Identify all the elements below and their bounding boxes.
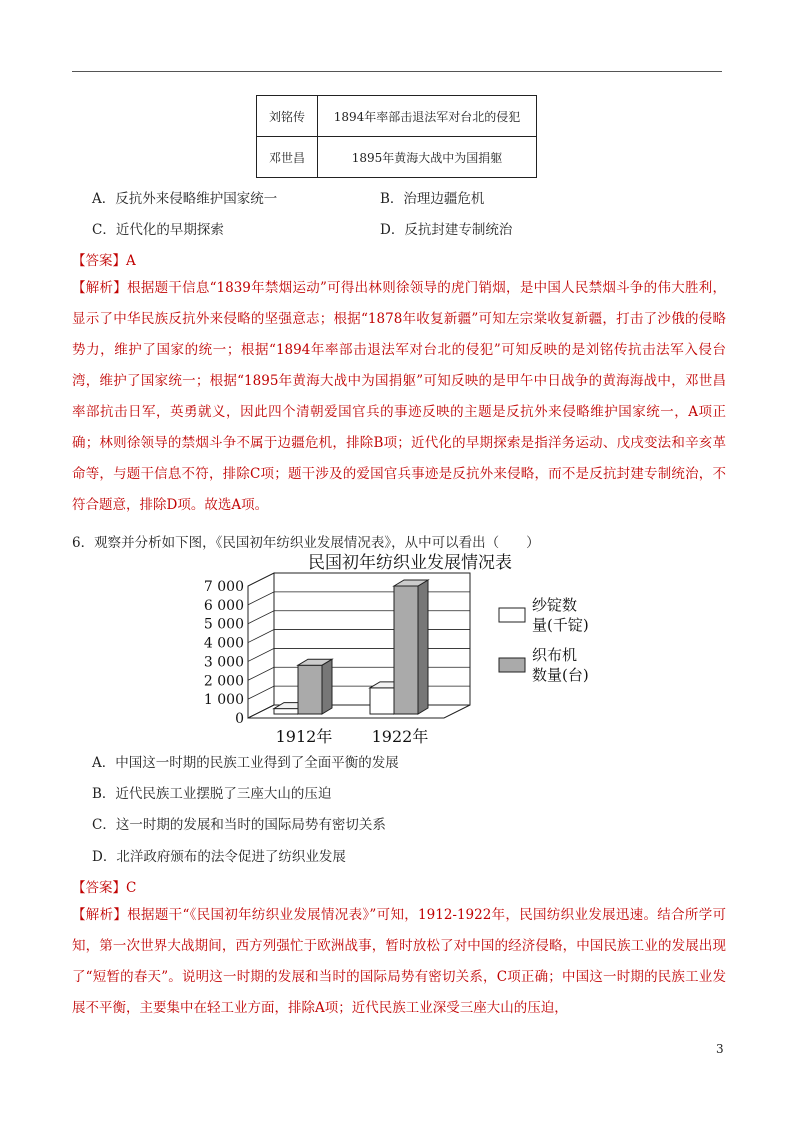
table-cell-name: 刘铭传 <box>257 96 318 137</box>
q6-option-b: B．近代民族工业摆脱了三座大山的压迫 <box>92 786 332 802</box>
chart-y-tick-label: 6 000 <box>203 597 244 614</box>
chart-bar-front <box>370 688 394 714</box>
chart-legend-label: 纱锭数 <box>532 596 578 614</box>
chart-y-tick-label: 4 000 <box>203 635 244 652</box>
answer-value: A <box>126 253 136 269</box>
chart-bar-front <box>298 665 322 714</box>
chart-y-tick-label: 1 000 <box>203 692 244 709</box>
chart-legend-swatch <box>499 658 525 672</box>
analysis-text: 根据题干信息“1839年禁烟运动”可得出林则徐领导的虎门销烟，是中国人民禁烟斗争的伟大胜利，显示了中华民族反抗外来侵略的坚强意志；根据“1878年收复新疆”可知左宗棠收复新疆，打击了沙俄的侵略势力，维护了国家的统一；根据“1894年率部击退法军对台北的侵犯”可知反映的是刘铭传抗击法军入侵台湾，维护了国家统一；根据“1895年黄海大战中为国捐躯”可知反映的是甲午中日战争的黄海海战中，邓世昌率部抗击日军，英勇就义，因此四个清朝爱国官兵的事迹反映的主题是反抗外来侵略维护国家统一，A项正确；林则徐领导的禁烟斗争不属于边疆危机，排除B项；近代化的早期探索是指洋务运动、戊戌变法和辛亥革命等，与题干信息不符，排除C项；题干涉及的爱国官兵事迹是反抗外来侵略，而不是反抗封建专制统治，不符合题意，排除D项。故选A项。 <box>72 280 726 513</box>
analysis-text: 根据题干“《民国初年纺织业发展情况表》”可知，1912-1922年，民国纺织业发展迅速。结合所学可知，第一次世界大战期间，西方列强忙于欧洲战事，暂时放松了对中国的经济侵略，中国民族工业的发展出现了“短暂的春天”。说明这一时期的发展和当时的国际局势有密切关系，C项正确；中国这一时期的民族工业发展不平衡，主要集中在轻工业方面，排除A项；近代民族工业深受三座大山的压迫， <box>72 907 727 1016</box>
table-row <box>257 137 537 178</box>
q5-table <box>256 95 537 178</box>
answer-label: 【答案】 <box>72 880 126 896</box>
q5-option-a: A．反抗外来侵略维护国家统一 <box>92 191 278 207</box>
table-row <box>257 96 537 137</box>
chart-y-tick-label: 2 000 <box>203 673 244 690</box>
chart-legend-label: 量(千锭) <box>532 616 589 634</box>
textile-chart <box>203 548 620 748</box>
chart-title: 民国初年纺织业发展情况表 <box>308 553 512 573</box>
chart-legend-swatch <box>499 608 525 622</box>
answer-value: C <box>126 880 137 896</box>
q5-answer <box>72 249 136 269</box>
q6-option-d: D．北洋政府颁布的法令促进了纺织业发展 <box>92 849 346 865</box>
page-number: 3 <box>716 1042 724 1056</box>
q6-stem: 6．观察并分析如下图，《民国初年纺织业发展情况表》，从中可以看出（ ） <box>72 535 540 551</box>
header-rule <box>72 71 722 72</box>
q6-option-c: C．这一时期的发展和当时的国际局势有密切关系 <box>92 817 386 833</box>
chart-legend-label: 数量(台) <box>532 666 589 684</box>
q5-analysis <box>72 273 726 521</box>
chart-x-tick-label: 1922年 <box>371 727 429 746</box>
chart-y-tick-label: 0 <box>235 711 244 727</box>
answer-label: 【答案】 <box>72 253 126 269</box>
q5-option-d: D．反抗封建专制统治 <box>380 222 513 238</box>
chart-x-tick-label: 1912年 <box>275 727 333 746</box>
analysis-label: 【解析】 <box>72 280 128 296</box>
table-cell-event: 1894年率部击退法军对台北的侵犯 <box>318 96 537 137</box>
table-cell-name: 邓世昌 <box>257 137 318 178</box>
chart-y-tick-label: 7 000 <box>203 579 244 595</box>
analysis-label: 【解析】 <box>72 907 128 923</box>
table-cell-event: 1895年黄海大战中为国捐躯 <box>318 137 537 178</box>
q5-option-b: B．治理边疆危机 <box>380 191 485 207</box>
q6-analysis <box>72 900 726 1024</box>
chart-bar-front <box>394 586 418 714</box>
chart-bar-front <box>274 709 298 714</box>
chart-y-tick-label: 3 000 <box>203 654 244 671</box>
chart-bar-side <box>322 659 332 714</box>
chart-left-wall <box>248 573 274 718</box>
chart-bar-side <box>418 580 428 714</box>
chart-legend-label: 织布机 <box>532 646 578 664</box>
q6-option-a: A．中国这一时期的民族工业得到了全面平衡的发展 <box>92 755 399 771</box>
q5-option-c: C．近代化的早期探索 <box>92 222 224 238</box>
chart-y-tick-label: 5 000 <box>203 616 244 633</box>
q6-answer <box>72 876 136 896</box>
